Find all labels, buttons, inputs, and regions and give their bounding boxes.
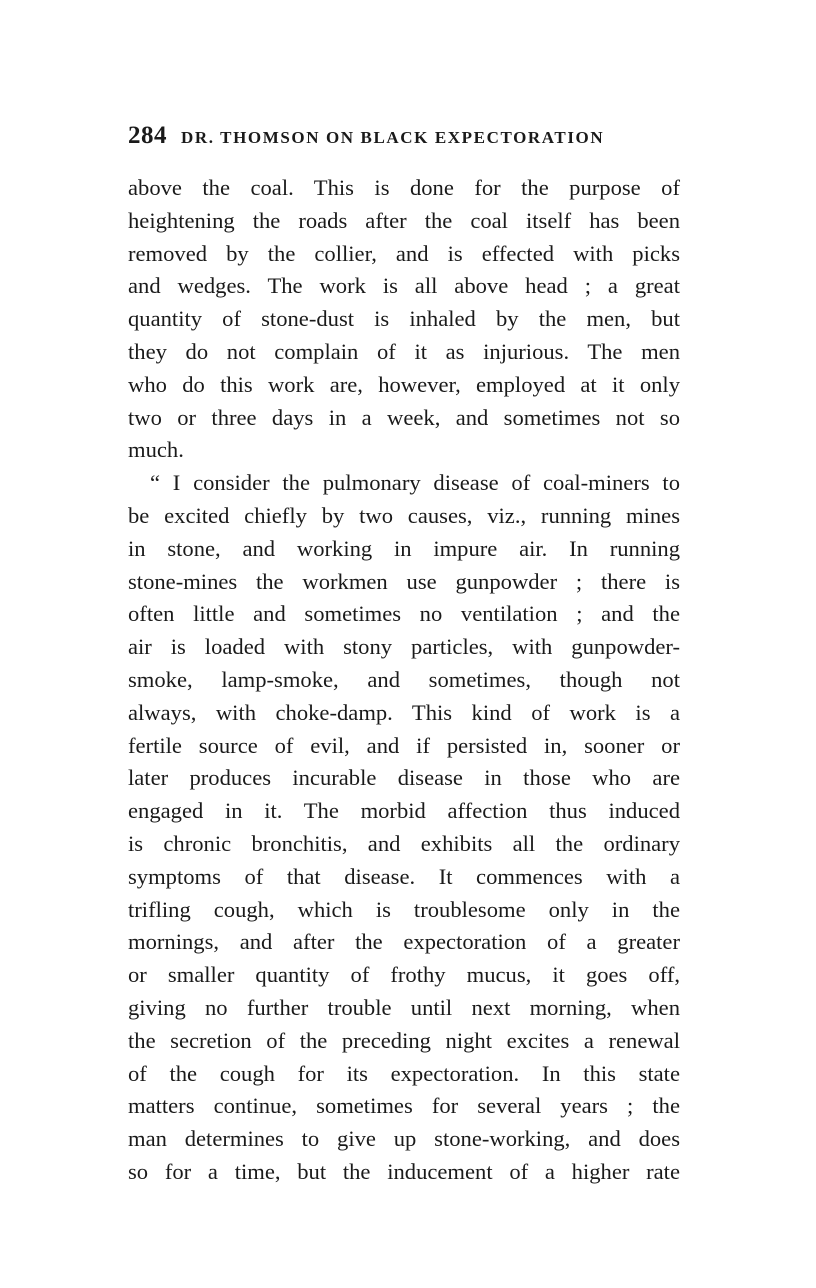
text-line: the secretion of the preceding night excites a renewal <box>128 1027 680 1053</box>
text-line: is chronic bronchitis, and exhibits all the ordinary <box>128 830 680 856</box>
text-line: “ I consider the pulmonary disease of coal-miners to <box>150 470 680 496</box>
text-line: removed by the collier, and is effected with picks <box>128 240 680 266</box>
text-line: of the cough for its expectoration. In this state <box>128 1060 680 1086</box>
running-head-title: DR. THOMSON ON BLACK EXPECTORATION <box>181 128 605 147</box>
text-line: engaged in it. The morbid affection thus induced <box>128 798 680 824</box>
text-line: be excited chiefly by two causes, viz., running mines <box>128 502 680 528</box>
text-line: symptoms of that disease. It commences with a <box>128 863 680 889</box>
text-line: above the coal. This is done for the purpose of <box>128 175 680 200</box>
text-line: quantity of stone-dust is inhaled by the men, but <box>128 306 680 332</box>
body-text <box>128 172 680 1189</box>
text-line: stone-mines the workmen use gunpowder ; there is <box>128 568 680 594</box>
text-line: in stone, and working in impure air. In running <box>128 535 680 561</box>
text-line: and wedges. The work is all above head ; a great <box>128 273 680 299</box>
paragraph-quote <box>128 467 680 1189</box>
text-line: they do not complain of it as injurious. The men <box>128 338 680 364</box>
page-number: 284 <box>128 122 167 149</box>
text-line: mornings, and after the expectoration of a greater <box>128 929 680 955</box>
text-line: matters continue, sometimes for several years ; the <box>128 1093 680 1119</box>
text-line: heightening the roads after the coal itself has been <box>128 207 680 233</box>
paragraph <box>128 172 680 467</box>
text-line: who do this work are, however, employed at it only <box>128 371 680 397</box>
running-head <box>128 122 680 154</box>
text-line: often little and sometimes no ventilation ; and the <box>128 601 680 627</box>
text-line: much. <box>128 437 184 463</box>
text-line: or smaller quantity of frothy mucus, it goes off, <box>128 962 680 988</box>
text-line: so for a time, but the inducement of a higher rate <box>128 1158 680 1184</box>
text-line: fertile source of evil, and if persisted in, sooner or <box>128 732 680 758</box>
text-line: two or three days in a week, and sometimes not so <box>128 404 680 430</box>
text-line: air is loaded with stony particles, with gunpowder- <box>128 634 680 660</box>
text-line: smoke, lamp-smoke, and sometimes, though not <box>128 666 680 692</box>
text-line: giving no further trouble until next morning, when <box>128 994 680 1020</box>
text-line: later produces incurable disease in those who are <box>128 765 680 791</box>
text-line: man determines to give up stone-working, and does <box>128 1126 680 1152</box>
text-line: trifling cough, which is troublesome only in the <box>128 896 680 922</box>
text-line: always, with choke-damp. This kind of work is a <box>128 699 680 725</box>
